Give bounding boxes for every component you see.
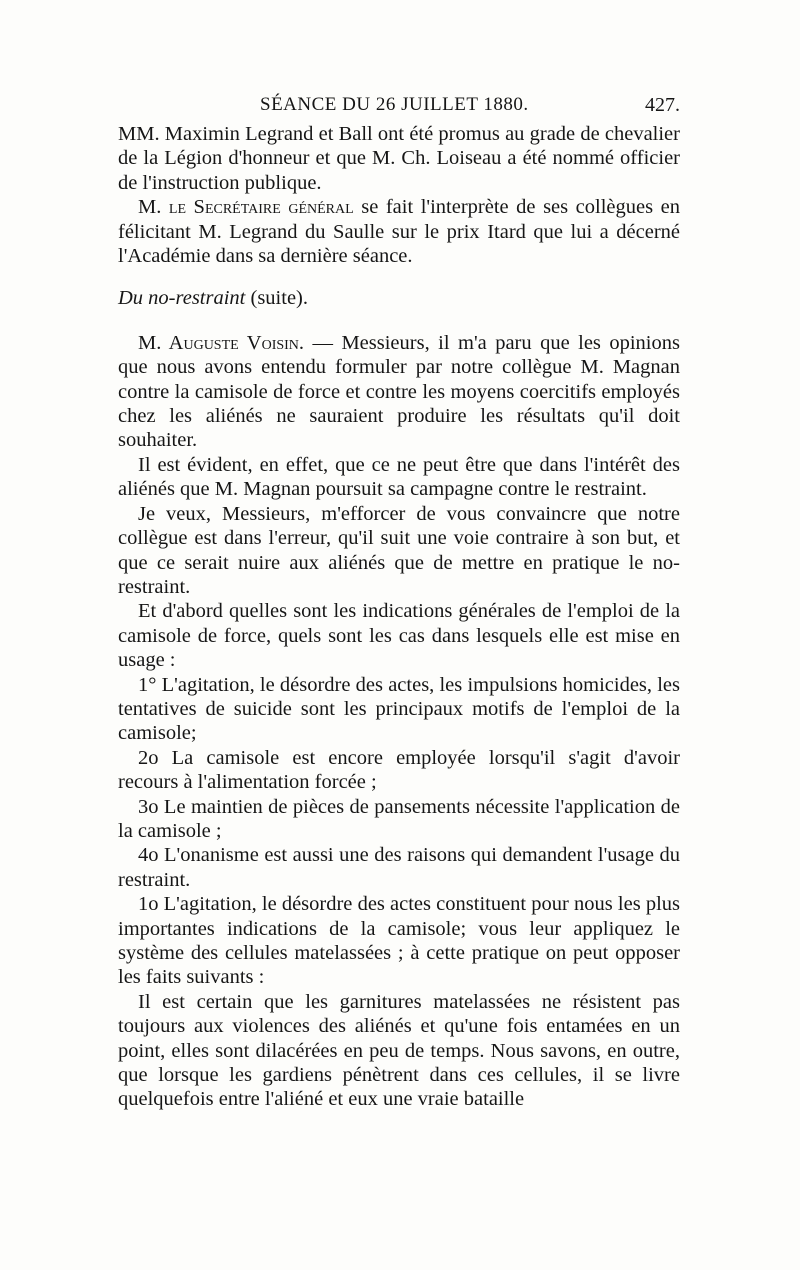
paragraph-secretary-text: se fait l'interprète de ses collègues en félicitant M. Legrand du Saulle sur le prix Itard que lui a décerné l'Académie dans sa dernière séance. [118, 196, 680, 268]
paragraph-voisin-text: — Messieurs, il m'a paru que les opinions que nous avons entendu formuler par notre collègue M. Magnan contre la camisole de force et contre les moyens coercitifs employés chez les aliénés ne sauraient produire les résultats qu'il doit souhaiter. [118, 331, 680, 452]
page-header [120, 94, 680, 122]
section-title-rest: (suite). [245, 287, 308, 310]
speaker-voisin: M. Auguste Voisin. [138, 331, 305, 354]
paragraph-promotions: MM. Maximin Legrand et Ball ont été promus au grade de chevalier de la Légion d'honneur et que M. Ch. Loiseau a été nommé officier de l'instruction publique. [118, 123, 680, 194]
paragraph-convince: Je veux, Messieurs, m'efforcer de vous convaincre que notre collègue est dans l'erreur, qu'il suit une voie contraire à son but, et que ce serait nuire aux aliénés que de mettre en pratique le no-restraint. [118, 502, 680, 598]
list-item-1: 1° L'agitation, le désordre des actes, les impulsions homicides, les tentatives de suicide sont les principaux motifs de l'emploi de la camisole; [118, 673, 680, 745]
running-title: SÉANCE DU 26 JUILLET 1880. [260, 94, 529, 115]
page-body [118, 122, 680, 1112]
paragraph-voisin [118, 331, 680, 453]
paragraph-agitation: 1o L'agitation, le désordre des actes constituent pour nous les plus importantes indications de la camisole; vous leur appliquez le système des cellules matelassées ; à cette pratique on peut opposer les faits suivants : [118, 893, 680, 989]
section-title-italic: Du no-restraint [118, 287, 246, 310]
page-number: 427. [645, 94, 680, 116]
section-title [118, 286, 680, 310]
list-item-3: 3o Le maintien de pièces de pansements nécessite l'application de la camisole ; [118, 795, 680, 842]
paragraph-indications: Et d'abord quelles sont les indications générales de l'emploi de la camisole de force, quels sont les cas dans lesquels elle est mise en usage : [118, 600, 680, 672]
paragraph-padded-cells: Il est certain que les garnitures matelassées ne résistent pas toujours aux violences des aliénés et qu'une fois entamées en un point, elles sont dilacérées en peu de temps. Nous savons, en outre, que lorsque les gardiens pénètrent dans ces cellules, il se livre quelquefois entre l'aliéné et eux une vraie bataille [118, 990, 680, 1111]
speaker-secretary: M. le Secrétaire général [138, 196, 354, 219]
paragraph-evident: Il est évident, en effet, que ce ne peut être que dans l'intérêt des aliénés que M. Magnan poursuit sa campagne contre le restraint. [118, 453, 680, 501]
list-item-2: 2o La camisole est encore employée lorsqu'il s'agit d'avoir recours à l'alimentation forcée ; [118, 746, 680, 794]
list-item-4: 4o L'onanisme est aussi une des raisons qui demandent l'usage du restraint. [118, 844, 680, 891]
paragraph-secretary [118, 195, 680, 268]
